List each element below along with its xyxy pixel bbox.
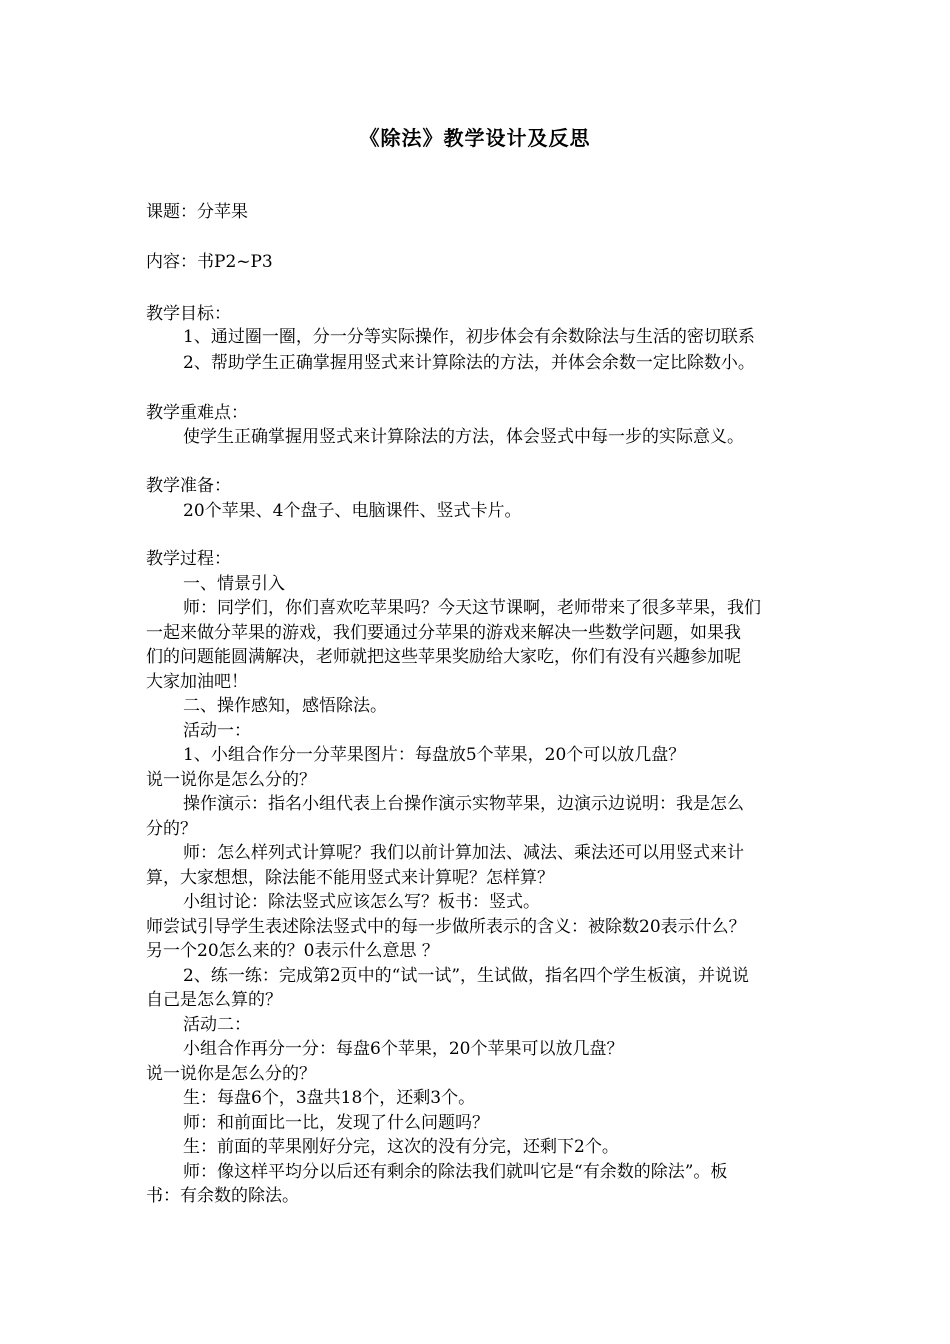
process-line: 算，大家想想，除法能不能用竖式来计算呢？怎样算？ <box>146 868 554 888</box>
topic-line: 课题：分苹果 <box>146 202 248 222</box>
process-line: 小组讨论：除法竖式应该怎么写？板书：竖式。 <box>183 892 540 912</box>
process-line: 师：同学们，你们喜欢吃苹果吗？今天这节课啊，老师带来了很多苹果，我们 <box>183 598 761 618</box>
process-line: 一、情景引入 <box>183 574 285 594</box>
process-line: 分的？ <box>146 819 197 839</box>
process-line: 活动一： <box>183 721 251 741</box>
preparation-heading: 教学准备： <box>146 476 231 496</box>
process-line: 大家加油吧！ <box>146 672 248 692</box>
process-line: 2、练一练：完成第2页中的“试一试”，生试做，指名四个学生板演，并说说 <box>183 966 750 986</box>
process-line: 1、小组合作分一分苹果图片：每盘放5个苹果，20个可以放几盘？ <box>183 745 686 765</box>
preparation-text: 20个苹果、4个盘子、电脑课件、竖式卡片。 <box>183 501 522 521</box>
process-line: 生：每盘6个，3盘共18个，还剩3个。 <box>183 1088 476 1108</box>
process-line: 生：前面的苹果刚好分完，这次的没有分完，还剩下2个。 <box>183 1137 619 1157</box>
process-line: 操作演示：指名小组代表上台操作演示实物苹果，边演示边说明：我是怎么 <box>183 794 744 814</box>
process-line: 说一说你是怎么分的？ <box>146 770 316 790</box>
process-line: 师尝试引导学生表述除法竖式中的每一步做所表示的含义：被除数20表示什么？ <box>146 917 746 937</box>
objectives-heading: 教学目标： <box>146 304 231 324</box>
objective-item: 1、通过圈一圈，分一分等实际操作，初步体会有余数除法与生活的密切联系 <box>183 327 755 347</box>
process-line: 小组合作再分一分：每盘6个苹果，20个苹果可以放几盘？ <box>183 1039 624 1059</box>
content-line: 内容：书P2~P3 <box>146 252 273 272</box>
process-heading: 教学过程： <box>146 549 231 569</box>
process-line: 们的问题能圆满解决，老师就把这些苹果奖励给大家吃，你们有没有兴趣参加呢 <box>146 647 741 667</box>
document-title: 《除法》教学设计及反思 <box>359 126 591 150</box>
key-points-text: 使学生正确掌握用竖式来计算除法的方法，体会竖式中每一步的实际意义。 <box>183 427 744 447</box>
process-line: 二、操作感知，感悟除法。 <box>183 696 387 716</box>
process-line: 自己是怎么算的？ <box>146 990 282 1010</box>
process-line: 一起来做分苹果的游戏，我们要通过分苹果的游戏来解决一些数学问题，如果我 <box>146 623 741 643</box>
key-points-heading: 教学重难点： <box>146 403 248 423</box>
objective-item: 2、帮助学生正确掌握用竖式来计算除法的方法，并体会余数一定比除数小。 <box>183 353 755 373</box>
process-line: 师：像这样平均分以后还有剩余的除法我们就叫它是“有余数的除法”。板 <box>183 1162 728 1182</box>
process-line: 师：和前面比一比，发现了什么问题吗？ <box>183 1113 489 1133</box>
process-line: 另一个20怎么来的？0表示什么意思 ？ <box>146 941 439 961</box>
process-line: 说一说你是怎么分的？ <box>146 1064 316 1084</box>
process-line: 活动二： <box>183 1015 251 1035</box>
process-line: 师：怎么样列式计算呢？我们以前计算加法、减法、乘法还可以用竖式来计 <box>183 843 744 863</box>
process-line: 书：有余数的除法。 <box>146 1186 299 1206</box>
